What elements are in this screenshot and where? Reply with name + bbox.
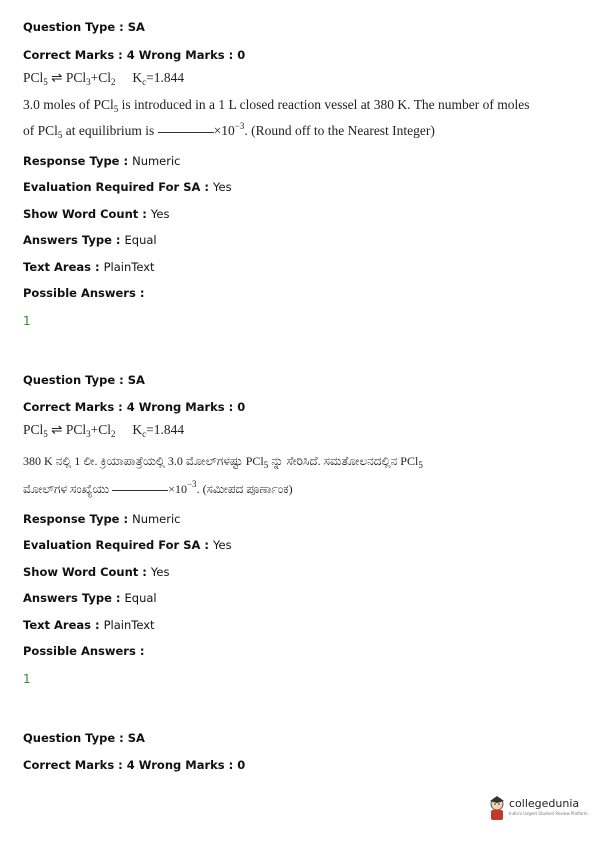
- q1-equation: PCl$_5$ ⇌ $PCl_3+Cl_2$ $K_c=1.844$: [23, 70, 185, 87]
- q2-answers-type: Answers Type : Equal: [23, 591, 157, 605]
- answer-blank: [158, 131, 214, 133]
- q1-question-text-line1: 3.0 moles of PCl$_5$ is introduced in a 1 L closed reaction vessel at 380 K. The number of moles: [23, 97, 530, 114]
- q2-answer: 1: [23, 672, 31, 686]
- q1-show-word-count: Show Word Count : Yes: [23, 207, 170, 221]
- q2-text-areas: Text Areas : PlainText: [23, 618, 155, 632]
- q3-question-type: Question Type : SA: [23, 731, 145, 745]
- q1-response-type: Response Type : Numeric: [23, 154, 181, 168]
- collegedunia-logo: [486, 795, 586, 821]
- student-mascot-icon: [486, 795, 508, 821]
- q2-evaluation-required: Evaluation Required For SA : Yes: [23, 538, 232, 552]
- q2-response-type: Response Type : Numeric: [23, 512, 181, 526]
- logo-tagline: India's largest Student Review Platform: [509, 811, 588, 816]
- q1-answer: 1: [23, 314, 31, 328]
- q2-equation: PCl$_5$ ⇌ $PCl_3+Cl_2$ $K_c=1.844$: [23, 422, 185, 439]
- q1-possible-answers-label: Possible Answers :: [23, 286, 145, 300]
- q2-question-type: Question Type : SA: [23, 373, 145, 387]
- q2-possible-answers-label: Possible Answers :: [23, 644, 145, 658]
- q1-question-type: Question Type : SA: [23, 20, 145, 34]
- q1-answers-type: Answers Type : Equal: [23, 233, 157, 247]
- q1-text-areas: Text Areas : PlainText: [23, 260, 155, 274]
- q1-question-text-line2: of PCl$_5$ at equilibrium is $\times 10^{-3}$. (Round off to the Nearest Integer): [23, 121, 435, 140]
- logo-text: collegedunia: [509, 797, 580, 810]
- q2-show-word-count: Show Word Count : Yes: [23, 565, 170, 579]
- q2-question-text-line2: ಮೋಲ್‌ಗಳ ಸಂಖ್ಯೆಯು $\times 10^{-3}$. (ಸಮೀಪದ ಪೂರ್ಣಾಂಕ): [23, 479, 293, 496]
- q3-marks: Correct Marks : 4 Wrong Marks : 0: [23, 758, 246, 772]
- q1-evaluation-required: Evaluation Required For SA : Yes: [23, 180, 232, 194]
- q1-marks: Correct Marks : 4 Wrong Marks : 0: [23, 48, 246, 62]
- answer-blank: [112, 489, 168, 491]
- q2-marks: Correct Marks : 4 Wrong Marks : 0: [23, 400, 246, 414]
- q2-question-text-line1: 380 K ನಲ್ಲಿ 1 ಲೀ. ಕ್ರಿಯಾಪಾತ್ರೆಯಲ್ಲಿ 3.0 ಮೋಲ್‌ಗಳಷ್ಟು PCl$_5$ ನ್ನು ಸೇರಿಸಿದೆ. ಸಮತೋಲನದಲ್ಲಿನ PCl$_5$: [23, 454, 423, 470]
